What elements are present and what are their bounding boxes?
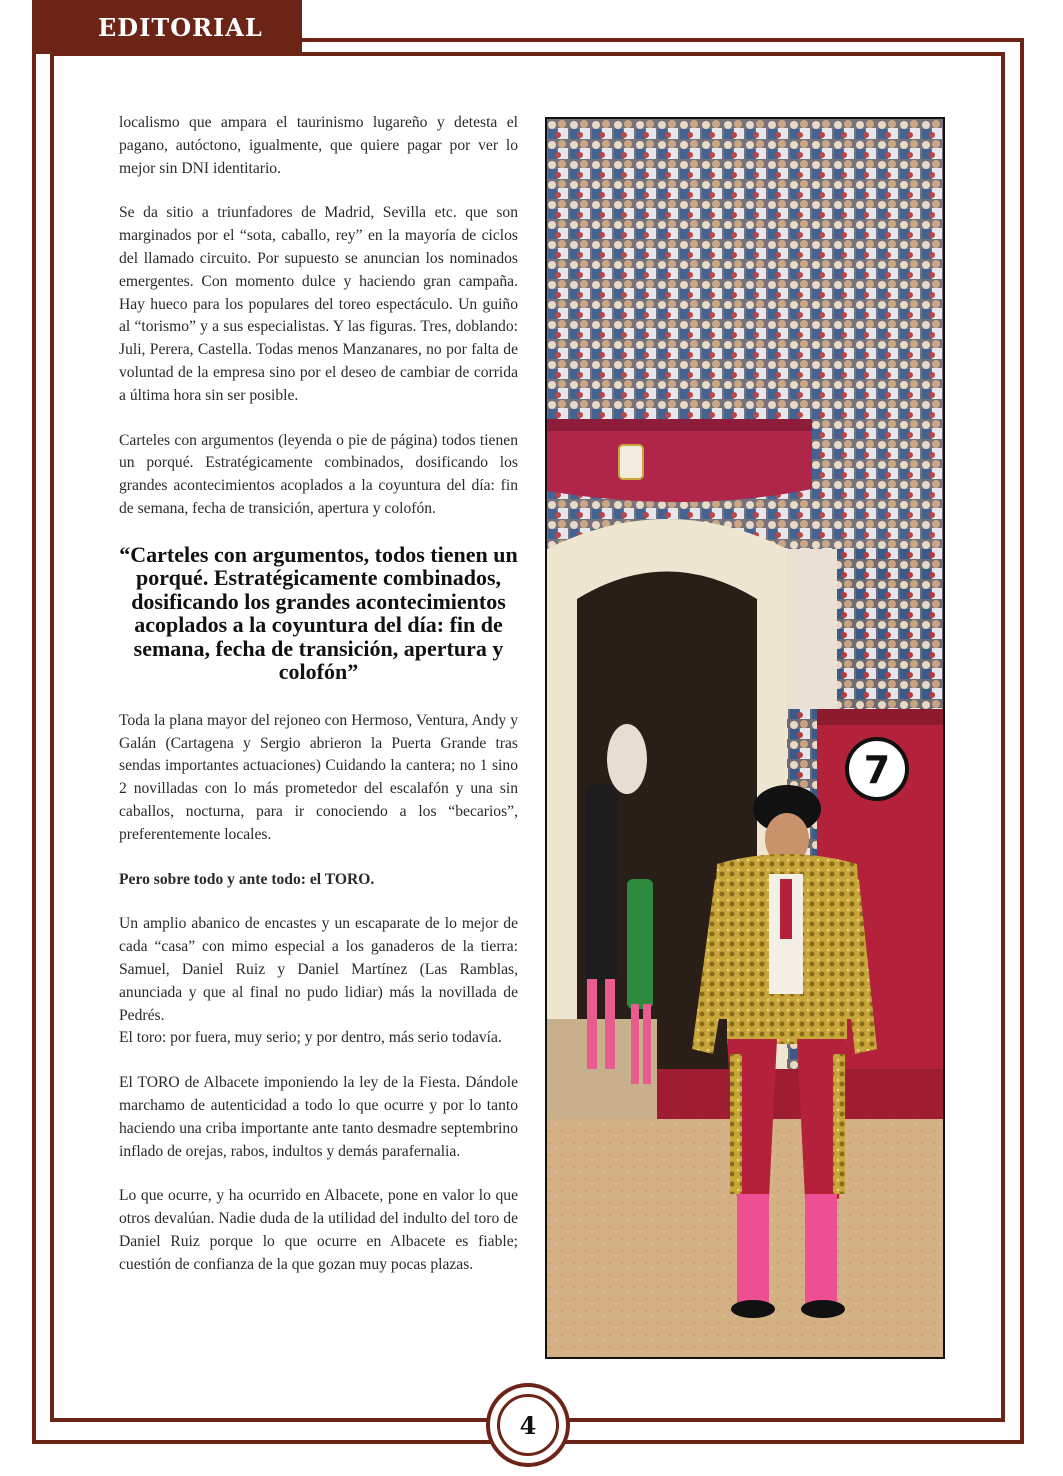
bullfighter-photo — [545, 117, 945, 1359]
page-number: 4 — [497, 1394, 559, 1456]
paragraph-8: Lo que ocurre, y ha ocurrido en Albacete, pone en valor lo que otros devalúan. Nadie duda de la utilidad del indulto del toro de Daniel Ruiz porque lo que ocurre en Albacete es fiable; cuestión de confianza de la que gozan muy pocas plazas. — [119, 1187, 518, 1273]
paragraph-7: El TORO de Albacete imponiendo la ley de la Fiesta. Dándole marchamo de autenticidad a todo lo que ocurre y por lo tanto haciendo una criba importante ante tanto desmadre septembrino inflado de orejas, rabos, indultos y demás parafernalia. — [119, 1074, 518, 1160]
article-body — [119, 112, 518, 1298]
bullfighter-photo-illustration — [547, 119, 943, 1357]
paragraph-1: localismo que ampara el taurinismo lugareño y detesta el pagano, autóctono, igualmente, que quiere pagar por ver lo mejor sin DNI identitario. — [119, 114, 518, 177]
paragraph-2: Se da sitio a triunfadores de Madrid, Sevilla etc. que son marginados por el “sota, caballo, rey” en la mayoría de ciclos del llamado circuito. Por supuesto se anuncian los nominados emergentes. Con momento dulce y haciendo gran campaña. Hay hueco para los populares del toreo espectáculo. Un guiño al “torismo” y a sus especialistas. Y las figuras. Tres, doblando: Juli, Perera, Castella. Todas menos Manzanares, no por falta de voluntad de la empresa sino por el deseo de cambiar de corrida a última hora sin ser posible. — [119, 204, 518, 404]
paragraph-6: El toro: por fuera, muy serio; y por dentro, más serio todavía. — [119, 1029, 502, 1047]
subheading: Pero sobre todo y ante todo: el TORO. — [119, 870, 375, 888]
paragraph-5: Un amplio abanico de encastes y un escaparate de lo mejor de cada “casa” con mimo especial a los ganaderos de la tierra: Samuel, Daniel Ruiz y Daniel Martínez (Las Ramblas, anunciada y que al final no pudo lidiar) más la novillada de Pedrés. — [119, 915, 518, 1024]
page-number-badge — [486, 1383, 570, 1467]
paragraph-3: Carteles con argumentos (leyenda o pie de página) todos tienen un porqué. Estratégicamente combinados, dosificando los grandes acontecimientos acoplados a la coyuntura del día: fin de semana, fecha de transición, apertura y colofón. — [119, 431, 518, 517]
paragraph-4: Toda la plana mayor del rejoneo con Hermoso, Ventura, Andy y Galán (Cartagena y Sergio abrieron la Puerta Grande tras sendas importantes actuaciones) Cuidando la cantera; no 1 sino 2 novilladas con lo más prometedor del escalafón y una sin caballos, nocturna, para ir conociendo a los “becarios”, preferentemente locales. — [119, 711, 518, 843]
burladero-number: 7 — [863, 748, 891, 792]
pull-quote: “Carteles con argumentos, todos tienen un porqué. Estratégicamente combinados, dosificando los grandes acontecimientos acoplados a la coyuntura del día: fin de semana, fecha de transición, apertura y colofón” — [119, 541, 518, 685]
section-title: EDITORIAL — [98, 12, 263, 42]
